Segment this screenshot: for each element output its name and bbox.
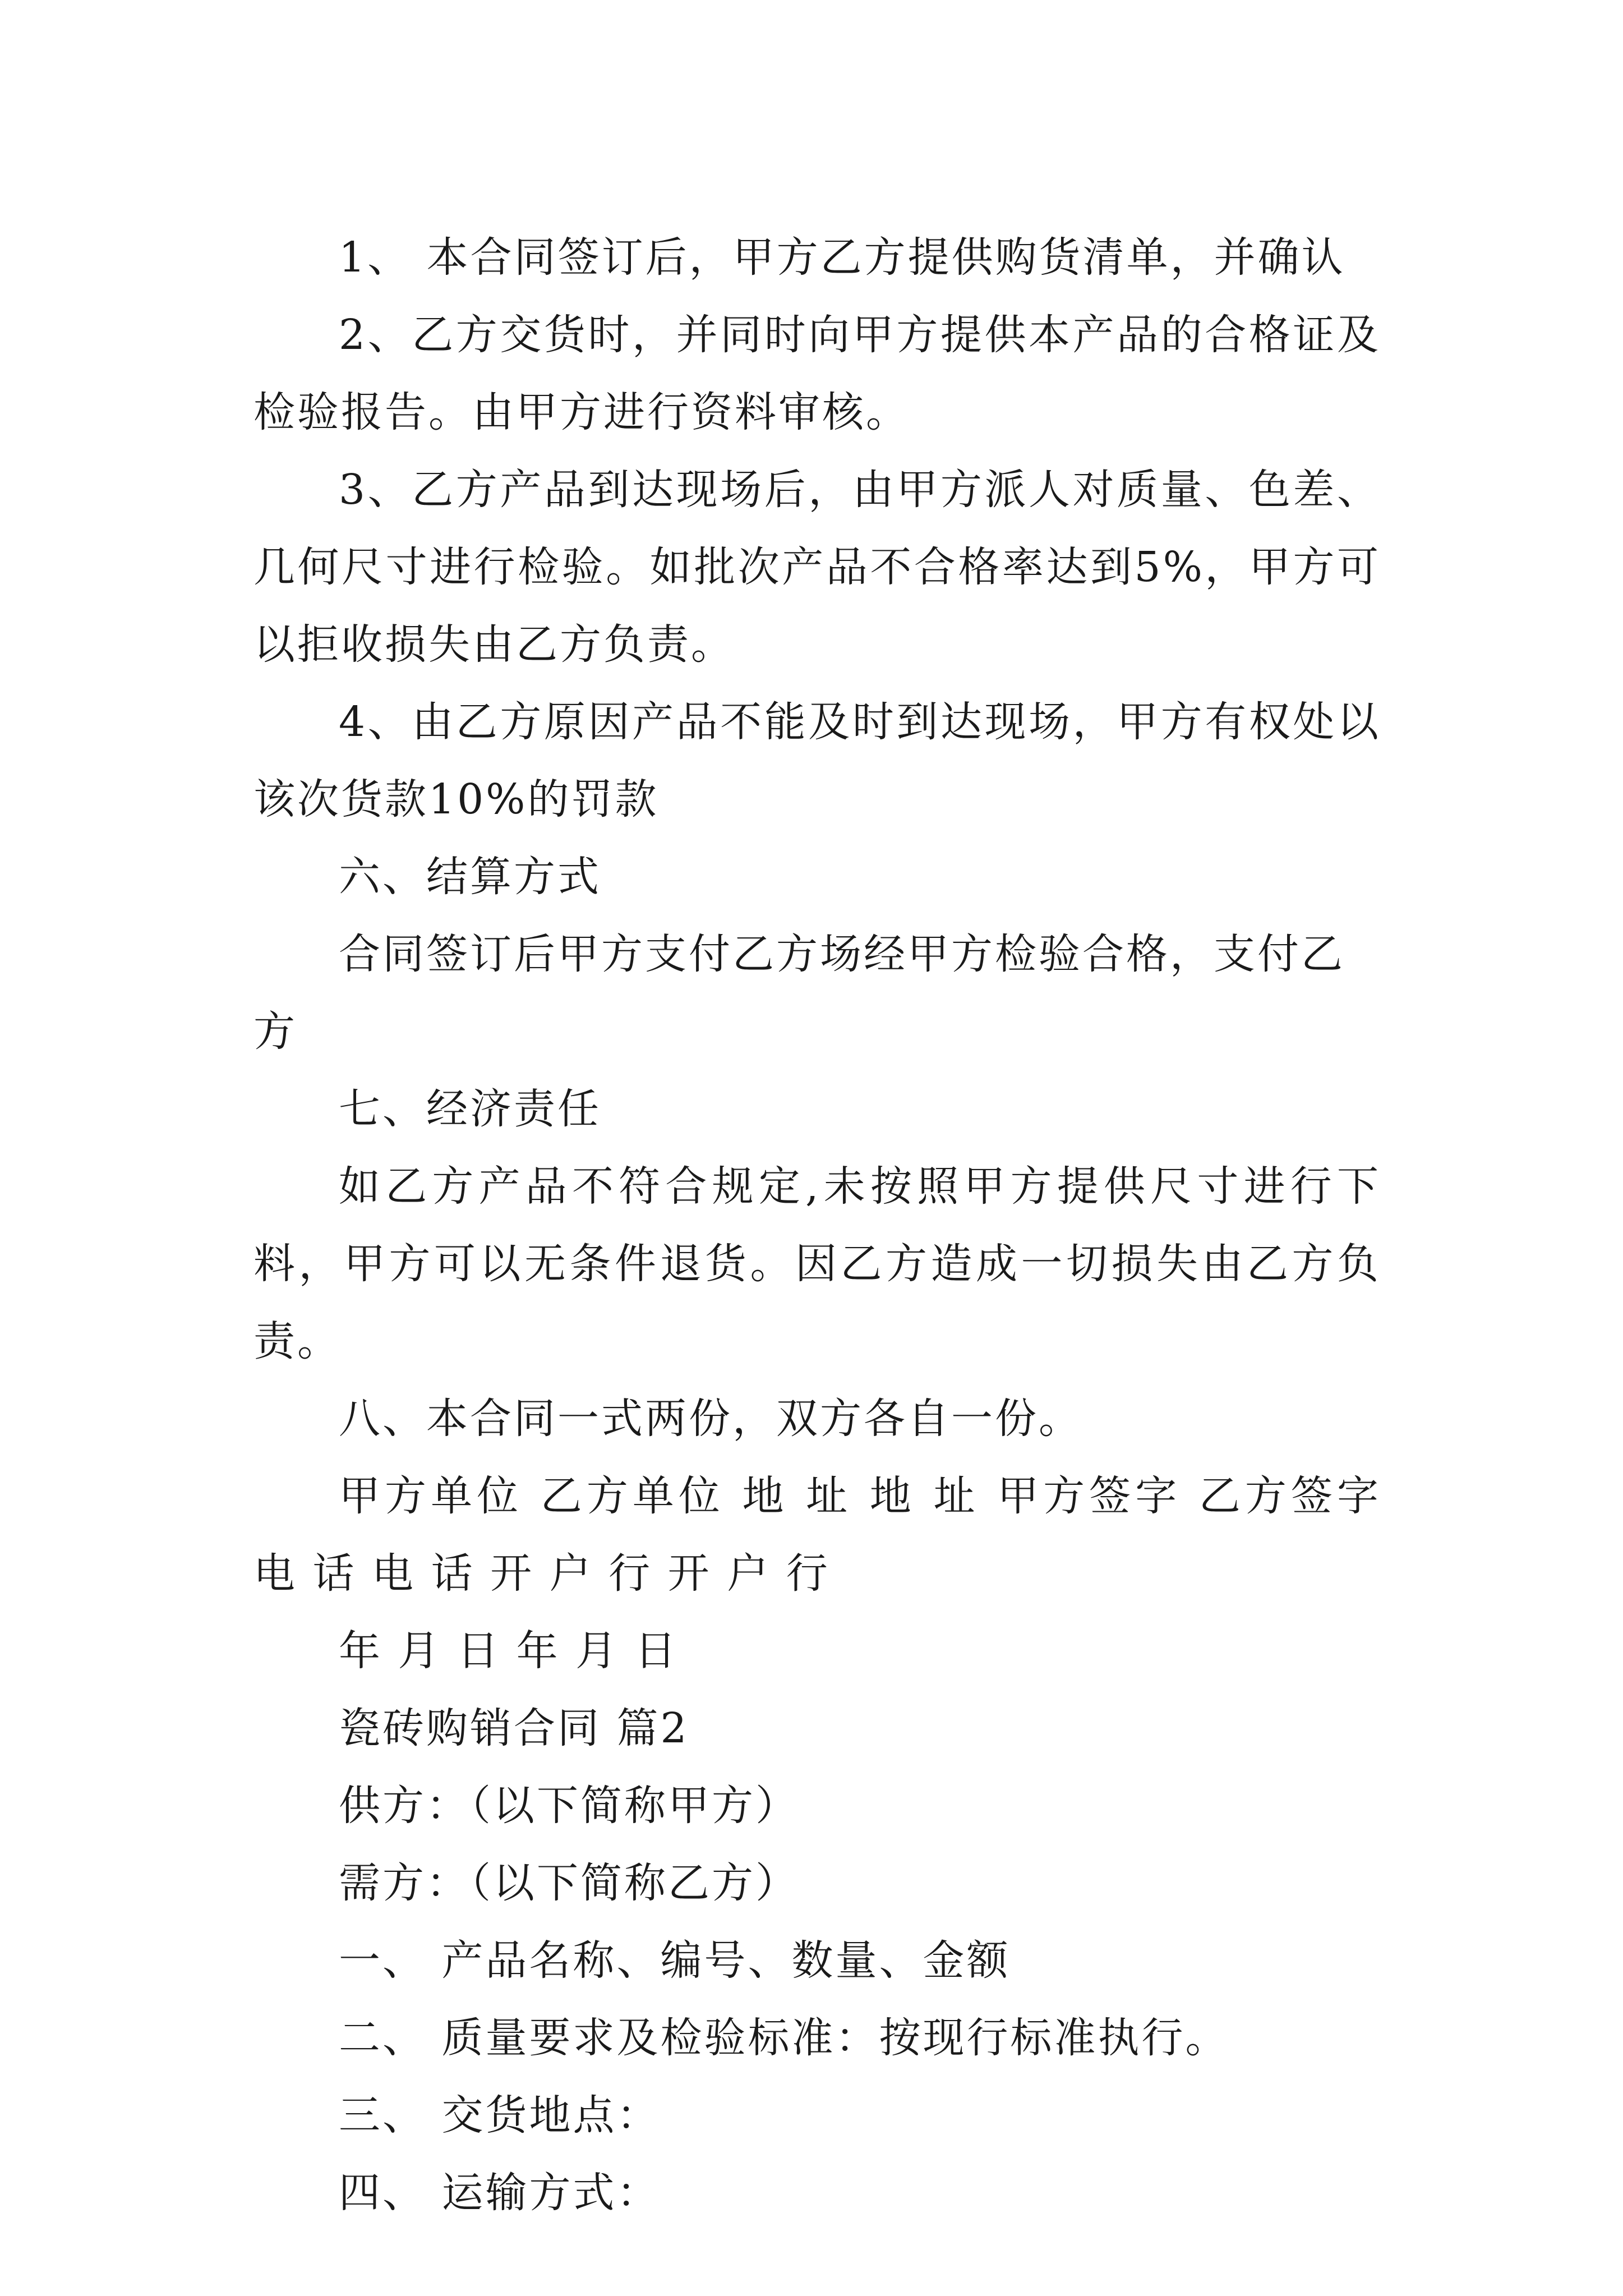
clause-4: 4、由乙方原因产品不能及时到达现场，甲方有权处以该次货款10%的罚款 <box>253 698 1381 823</box>
item-product-info: 一、 产品名称、编号、数量、金额 <box>339 1936 1011 1985</box>
clause-3: 3、乙方产品到达现场后，由甲方派人对质量、色差、几何尺寸进行检验。如批次产品不合格率达到5%，甲方可以拒收损失由乙方负责。 <box>253 466 1381 669</box>
contract-2-title: 瓷砖购销合同 篇2 <box>339 1704 689 1752</box>
item-transport: 四、 运输方式： <box>339 2169 661 2217</box>
clause-1: 1、 本合同签订后，甲方乙方提供购货清单，并确认 <box>339 233 1345 282</box>
document-body <box>253 219 1381 2231</box>
section-copies: 八、本合同一式两份，双方各自一份。 <box>339 1395 1082 1443</box>
item-delivery-location: 三、 交货地点： <box>339 2091 661 2139</box>
item-quality: 二、 质量要求及检验标准：按现行标准执行。 <box>339 2014 1229 2062</box>
liability-text: 如乙方产品不符合规定,未按照甲方提供尺寸进行下料，甲方可以无条件退货。因乙方造成一切损失由乙方负责。 <box>253 1162 1381 1365</box>
supplier-line: 供方：（以下简称甲方） <box>339 1782 799 1830</box>
section-settlement-heading: 六、结算方式 <box>339 853 601 901</box>
section-liability-heading: 七、经济责任 <box>339 1085 601 1133</box>
clause-2: 2、乙方交货时，并同时向甲方提供本产品的合格证及检验报告。由甲方进行资料审核。 <box>253 311 1381 436</box>
settlement-text: 合同签订后甲方支付乙方场经甲方检验合格，支付乙方 <box>253 930 1345 1056</box>
buyer-line: 需方：（以下简称乙方） <box>339 1859 799 1907</box>
date-fields: 年 月 日 年 月 日 <box>339 1627 679 1675</box>
signature-fields: 甲方单位 乙方单位 地 址 地 址 甲方签字 乙方签字 电 话 电 话 开 户 行 开 户 行 <box>253 1472 1381 1598</box>
